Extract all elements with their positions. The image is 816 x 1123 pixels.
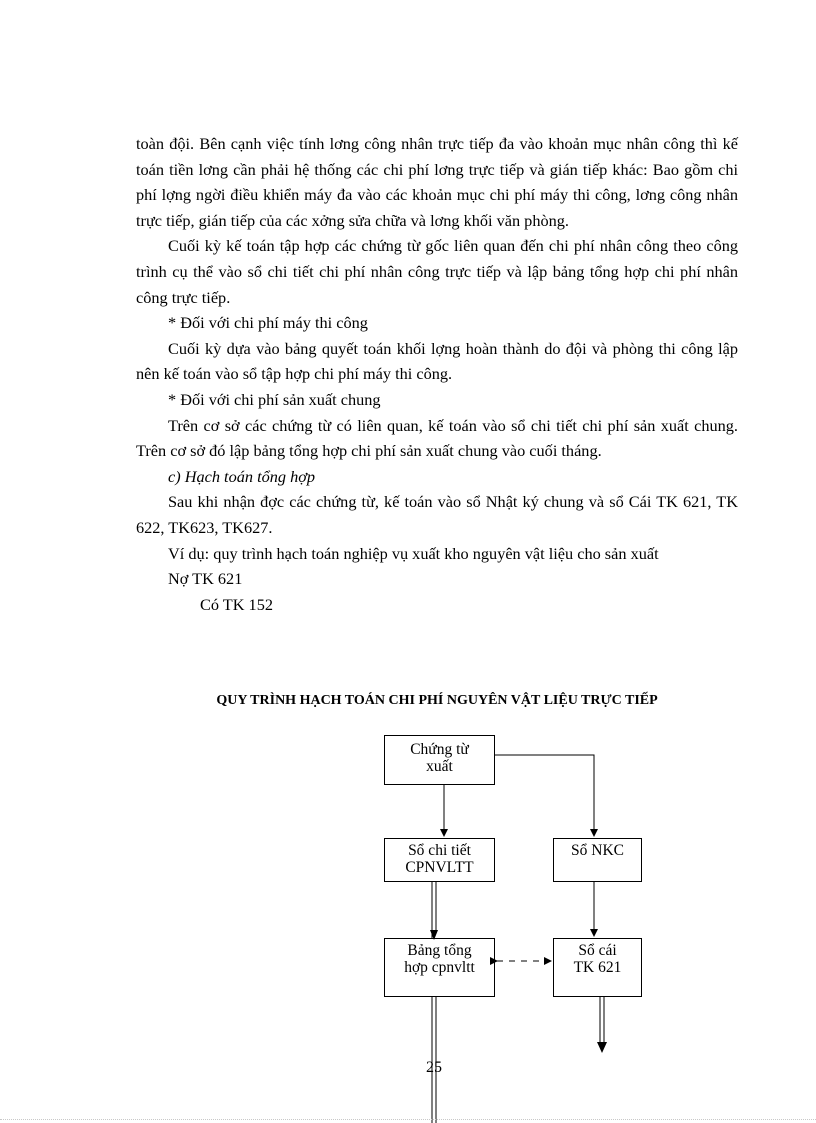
box-so-cai (553, 938, 642, 997)
box-label: xuất (426, 758, 453, 775)
box-label: Sổ chi tiết (408, 842, 471, 859)
box-bang-tong-hop (384, 938, 495, 997)
box-label: Bảng tổng (407, 942, 472, 959)
credit-entry: Có TK 152 (200, 594, 273, 614)
box-so-nkc (553, 838, 642, 882)
page-number: 25 (426, 1059, 442, 1076)
bullet-general-cost: * Đối với chi phí sản xuất chung (168, 389, 381, 409)
paragraph-example: Ví dụ: quy trình hạch toán nghiệp vụ xuất kho nguyên vật liệu cho sản xuất (168, 543, 659, 563)
box-label: Sổ NKC (571, 842, 624, 859)
box-label: hợp cpnvltt (404, 959, 475, 976)
box-label: TK 621 (573, 959, 622, 976)
paragraph-general-cost: Trên cơ sở các chứng từ có liên quan, kế toán vào sổ chi tiết chi phí sản xuất chung. Trên cơ sở đó lập bảng tổng hợp chi phí sản xuất chung vào cuối tháng. (136, 415, 738, 461)
box-label: CPNVLTT (405, 859, 474, 876)
box-so-chi-tiet (384, 838, 495, 882)
box-label: Chứng từ (410, 741, 469, 758)
arrow-socai-down (597, 1042, 607, 1053)
paragraph-wages: toàn đội. Bên cạnh việc tính lơng công nhân trực tiếp đa vào khoản mục nhân công thì kế toán tiền lơng cần phải hệ thống các chi phí lơng trực tiếp và gián tiếp khác: Bao gồm chi phí lợng ngời điều khiển máy đa vào các khoản mục chi phí máy thi công, lơng công nhân trực tiếp, gián tiếp của các xởng sửa chữa và lơng khối văn phòng. (136, 134, 738, 230)
arrow-chungtu-to-sonkc (495, 755, 594, 836)
paragraph-machine-cost: Cuối kỳ dựa vào bảng quyết toán khối lợng hoàn thành do đội và phòng thi công lập nên kế toán vào sổ tập hợp chi phí máy thi công. (136, 338, 738, 384)
flowchart-title: QUY TRÌNH HẠCH TOÁN CHI PHÍ NGUYÊN VẬT LIỆU TRỰC TIẾP (216, 693, 658, 708)
body-text (136, 131, 738, 617)
section-heading: c) Hạch toán tổng hợp (168, 466, 316, 486)
box-label: Sổ cái (578, 942, 617, 959)
bullet-machine-cost: * Đối với chi phí máy thi công (168, 313, 368, 333)
page-bottom-rule (0, 1119, 816, 1120)
paragraph-general-ledger: Sau khi nhận đợc các chứng từ, kế toán vào sổ Nhật ký chung và sổ Cái TK 621, TK 622, TK623, TK627. (136, 492, 738, 537)
paragraph-labor-cost: Cuối kỳ kế toán tập hợp các chứng từ gốc liên quan đến chi phí nhân công theo công trình cụ thể vào sổ chi tiết chi phí nhân công trực tiếp và lập bảng tổng hợp chi phí nhân công trực tiếp. (136, 236, 738, 307)
box-chung-tu-xuat (384, 735, 495, 785)
debit-entry: Nợ TK 621 (168, 569, 243, 589)
